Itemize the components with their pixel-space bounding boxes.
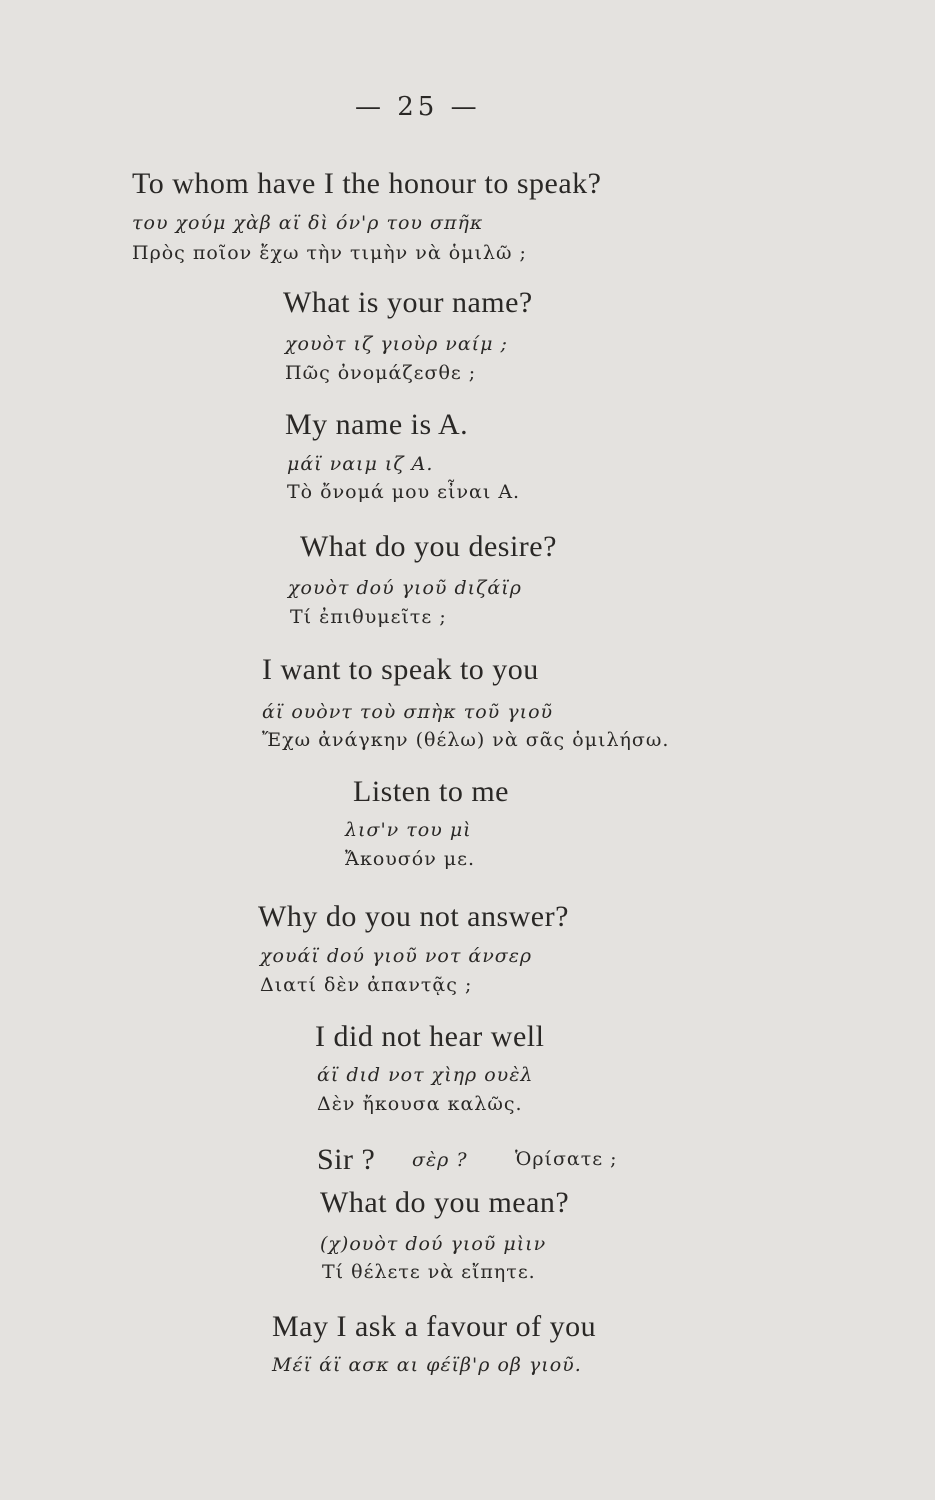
english-phrase: I did not hear well: [315, 1020, 545, 1053]
english-phrase: Listen to me: [353, 775, 509, 808]
greek-translation: Τί ἐπιθυμεῖτε ;: [290, 606, 447, 628]
greek-translation: Πρὸς ποῖον ἔχω τὴν τιμὴν νὰ ὁμιλῶ ;: [132, 242, 527, 264]
phonetic-transcription: άϊ dιd νοτ χὶηρ ουὲλ: [317, 1064, 534, 1086]
english-phrase: May I ask a favour of you: [272, 1310, 597, 1343]
english-phrase: Why do you not answer?: [258, 900, 569, 933]
page-number: — 25 —: [355, 92, 481, 122]
greek-translation: Δὲν ἤκουσα καλῶς.: [317, 1093, 523, 1115]
phonetic-transcription: σὲρ ?: [412, 1149, 468, 1171]
english-phrase: What do you mean?: [320, 1186, 570, 1219]
phonetic-transcription: χουὸτ ιζ γιοὺρ ναίμ ;: [285, 333, 508, 355]
english-phrase: To whom have I the honour to speak?: [132, 167, 602, 200]
english-phrase: I want to speak to you: [262, 653, 539, 686]
phonetic-transcription: του χούμ χὰβ αϊ δὶ όν'ρ του σπῆκ: [132, 212, 484, 234]
greek-translation: Διατί δὲν ἀπαντᾷς ;: [260, 974, 473, 996]
english-phrase: What do you desire?: [300, 530, 557, 563]
phonetic-transcription: (χ)ουὸτ dού γιοῦ μὶιν: [320, 1233, 547, 1255]
greek-translation: Ἔχω ἀνάγκην (θέλω) νὰ σᾶς ὁμιλήσω.: [262, 729, 670, 751]
greek-translation: Ἄκουσόν με.: [345, 848, 476, 870]
greek-translation: Ὁρίσατε ;: [515, 1148, 618, 1170]
greek-translation: Τὸ ὄνομά μου εἶναι Α.: [287, 481, 521, 503]
english-phrase: Sir ?: [317, 1143, 376, 1176]
greek-translation: Τί θέλετε νὰ εἴπητε.: [322, 1261, 536, 1283]
phonetic-transcription: χουάϊ dού γιοῦ νοτ άνσερ: [260, 945, 533, 967]
phonetic-transcription: Μέϊ άϊ ασκ αι φέϊβ'ρ οβ γιοῦ.: [272, 1354, 582, 1376]
phonetic-transcription: άϊ ουὸντ τοὺ σπὴκ τοῦ γιοῦ: [262, 701, 554, 723]
greek-translation: Πῶς ὀνομάζεσθε ;: [285, 362, 477, 384]
english-phrase: My name is A.: [285, 408, 469, 441]
english-phrase: What is your name?: [283, 286, 533, 319]
phonetic-transcription: χουὸτ dού γιοῦ dιζάϊρ: [288, 577, 522, 599]
phonetic-transcription: λισ'ν του μὶ: [345, 819, 472, 841]
phonetic-transcription: μάϊ ναιμ ιζ Α.: [287, 453, 434, 475]
